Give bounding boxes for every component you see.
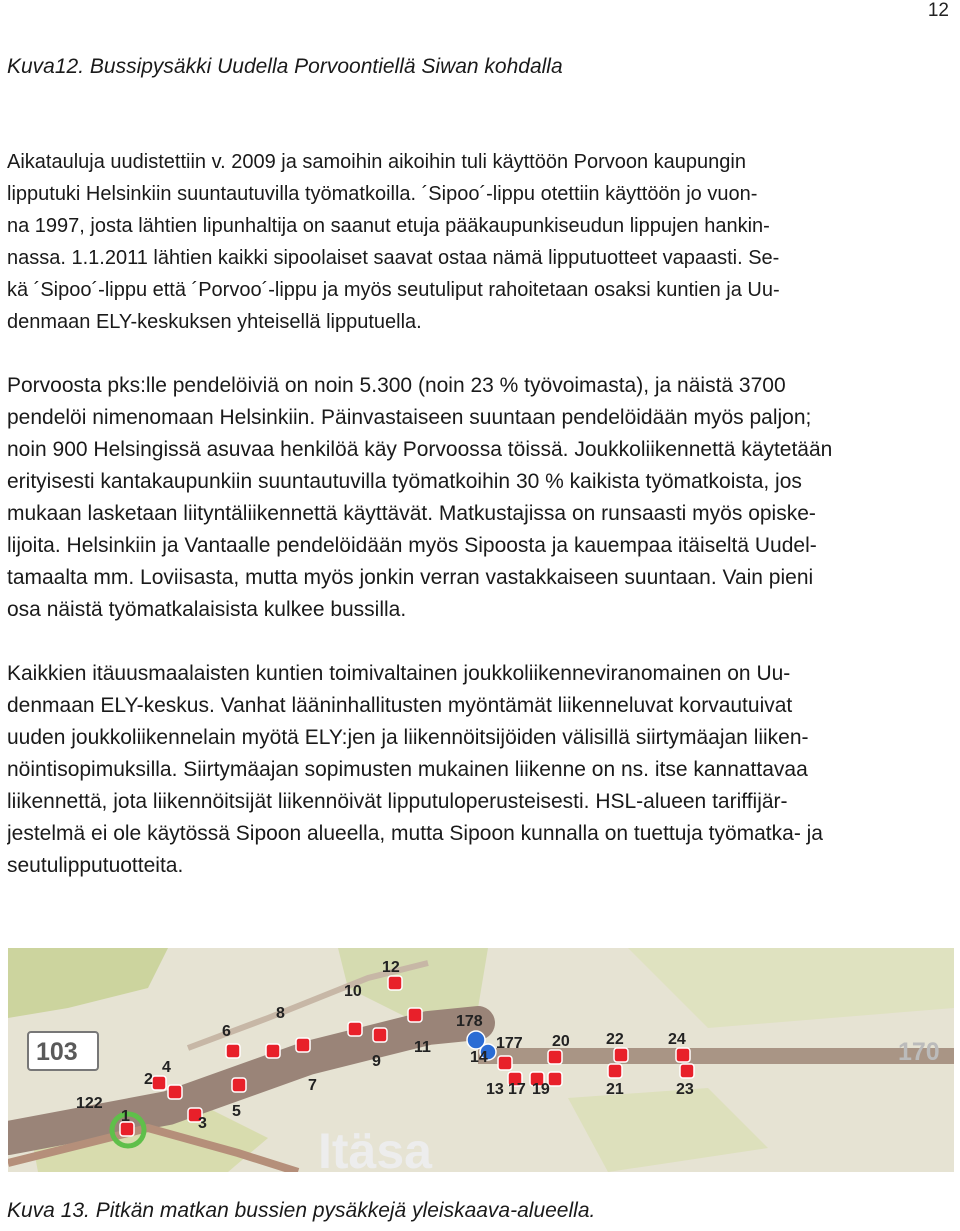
stop-marker	[232, 1078, 246, 1092]
text-line: nöintisopimuksilla. Siirtymäajan sopimusten mukainen liikenne on ns. itse kannattavaa	[7, 758, 808, 781]
stop-number: 2	[144, 1071, 153, 1088]
stop-number: 24	[668, 1031, 686, 1048]
stop-number: 4	[162, 1059, 171, 1076]
stop-number: 8	[276, 1005, 285, 1022]
stop-number: 178	[456, 1013, 483, 1030]
stop-number: 5	[232, 1103, 241, 1120]
text-line: mukaan lasketaan liityntäliikennettä käyttävät. Matkustajissa on runsaasti myös opiske-	[7, 502, 816, 525]
road-label-170: 170	[898, 1038, 940, 1066]
text-line: noin 900 Helsingissä asuvaa henkilöä käy Porvoossa töissä. Joukkoliikennettä käytetään	[7, 438, 833, 461]
stop-number: 12	[382, 959, 400, 976]
stop-marker	[168, 1085, 182, 1099]
stop-marker	[498, 1056, 512, 1070]
stop-number: 20	[552, 1033, 570, 1050]
figure-caption-13: Kuva 13. Pitkän matkan bussien pysäkkejä yleiskaava-alueella.	[7, 1199, 596, 1222]
road-label-103: 103	[36, 1038, 78, 1066]
text-line: seutulipputuotteita.	[7, 854, 184, 877]
stop-marker	[608, 1064, 622, 1078]
text-line: Porvoosta pks:lle pendelöiviä on noin 5.300 (noin 23 % työvoimasta), ja näistä 3700	[7, 374, 786, 397]
stop-number: 22	[606, 1031, 624, 1048]
stop-marker	[226, 1044, 240, 1058]
stop-number: 11	[414, 1039, 431, 1056]
paragraph-commuting	[7, 370, 953, 626]
stop-number: 17	[508, 1081, 526, 1098]
stop-number: 177	[496, 1035, 523, 1052]
stop-marker	[614, 1048, 628, 1062]
stop-marker	[152, 1076, 166, 1090]
stop-number: 21	[606, 1081, 624, 1098]
stop-number: 9	[372, 1053, 381, 1070]
text-line: tamaalta mm. Loviisasta, mutta myös jonkin verran vastakkaiseen suuntaan. Vain pieni	[7, 566, 814, 589]
text-line: Kaikkien itäuusmaalaisten kuntien toimivaltainen joukkoliikenneviranomainen on Uu-	[7, 662, 791, 685]
stop-marker	[548, 1072, 562, 1086]
stop-marker	[266, 1044, 280, 1058]
stop-number: 23	[676, 1081, 694, 1098]
text-line: pendelöi nimenomaan Helsinkiin. Päinvastaiseen suuntaan pendelöidään myös paljon;	[7, 406, 812, 429]
text-line: liikennettä, jota liikennöitsijät liikennöivät lipputuloperusteisesti. HSL-alueen tariffijär-	[7, 790, 788, 813]
text-line: kä ´Sipoo´-lippu että ´Porvoo´-lippu ja myös seutuliput rahoitetaan osaksi kuntien ja Uu-	[7, 279, 780, 301]
stop-marker	[348, 1022, 362, 1036]
stop-marker	[373, 1028, 387, 1042]
text-line: uuden joukkoliikennelain myötä ELY:jen ja liikennöitsijöiden välisillä siirtymäajan liiken-	[7, 726, 809, 749]
stop-number: 6	[222, 1023, 231, 1040]
stop-number: 10	[344, 983, 362, 1000]
stop-marker	[680, 1064, 694, 1078]
stop-number: 122	[76, 1095, 103, 1112]
stop-marker	[408, 1008, 422, 1022]
paragraph-authority	[7, 658, 953, 882]
page-number: 12	[927, 0, 949, 21]
stop-number: 7	[308, 1077, 317, 1094]
text-line: jestelmä ei ole käytössä Sipoon alueella, mutta Sipoon kunnalla on tuettuja työmatka- ja	[7, 822, 823, 845]
stop-number: 3	[198, 1115, 207, 1132]
paragraph-tickets	[7, 146, 953, 338]
figure-caption-12: Kuva12. Bussipysäkki Uudella Porvoontiellä Siwan kohdalla	[7, 55, 563, 78]
stop-marker	[676, 1048, 690, 1062]
text-line: Aikatauluja uudistettiin v. 2009 ja samoihin aikoihin tuli käyttöön Porvoon kaupungin	[7, 151, 746, 173]
text-line: denmaan ELY-keskuksen yhteisellä lipputuella.	[7, 311, 422, 333]
text-line: lipputuki Helsinkiin suuntautuvilla työmatkoilla. ´Sipoo´-lippu otettiin käyttöön jo vuon-	[7, 183, 758, 205]
text-line: osa näistä työmatkalaisista kulkee bussilla.	[7, 598, 407, 621]
place-label: Itäsa	[318, 1123, 432, 1172]
stop-number: 14	[470, 1049, 488, 1066]
stop-marker	[388, 976, 402, 990]
text-line: denmaan ELY-keskus. Vanhat lääninhallitusten myöntämät liikenneluvat korvautuivat	[7, 694, 793, 717]
text-line: na 1997, josta lähtien lipunhaltija on saanut etuja pääkaupunkiseudun lippujen hankin-	[7, 215, 770, 237]
text-line: nassa. 1.1.2011 lähtien kaikki sipoolaiset saavat ostaa nämä lipputuotteet vapaasti. Se-	[7, 247, 780, 269]
stop-number: 1	[121, 1108, 130, 1125]
bus-stop-map	[8, 948, 954, 1172]
stop-marker	[296, 1038, 310, 1052]
stop-number: 19	[532, 1081, 550, 1098]
text-line: lijoita. Helsinkiin ja Vantaalle pendelöidään myös Sipoosta ja kauempaa itäiseltä Uudel-	[7, 534, 817, 557]
stop-number: 13	[486, 1081, 504, 1098]
text-line: erityisesti kantakaupunkiin suuntautuvilla työmatkoihin 30 % kaikista työmatkoista, jos	[7, 470, 802, 493]
map-graphic	[8, 948, 954, 1172]
stop-marker	[548, 1050, 562, 1064]
